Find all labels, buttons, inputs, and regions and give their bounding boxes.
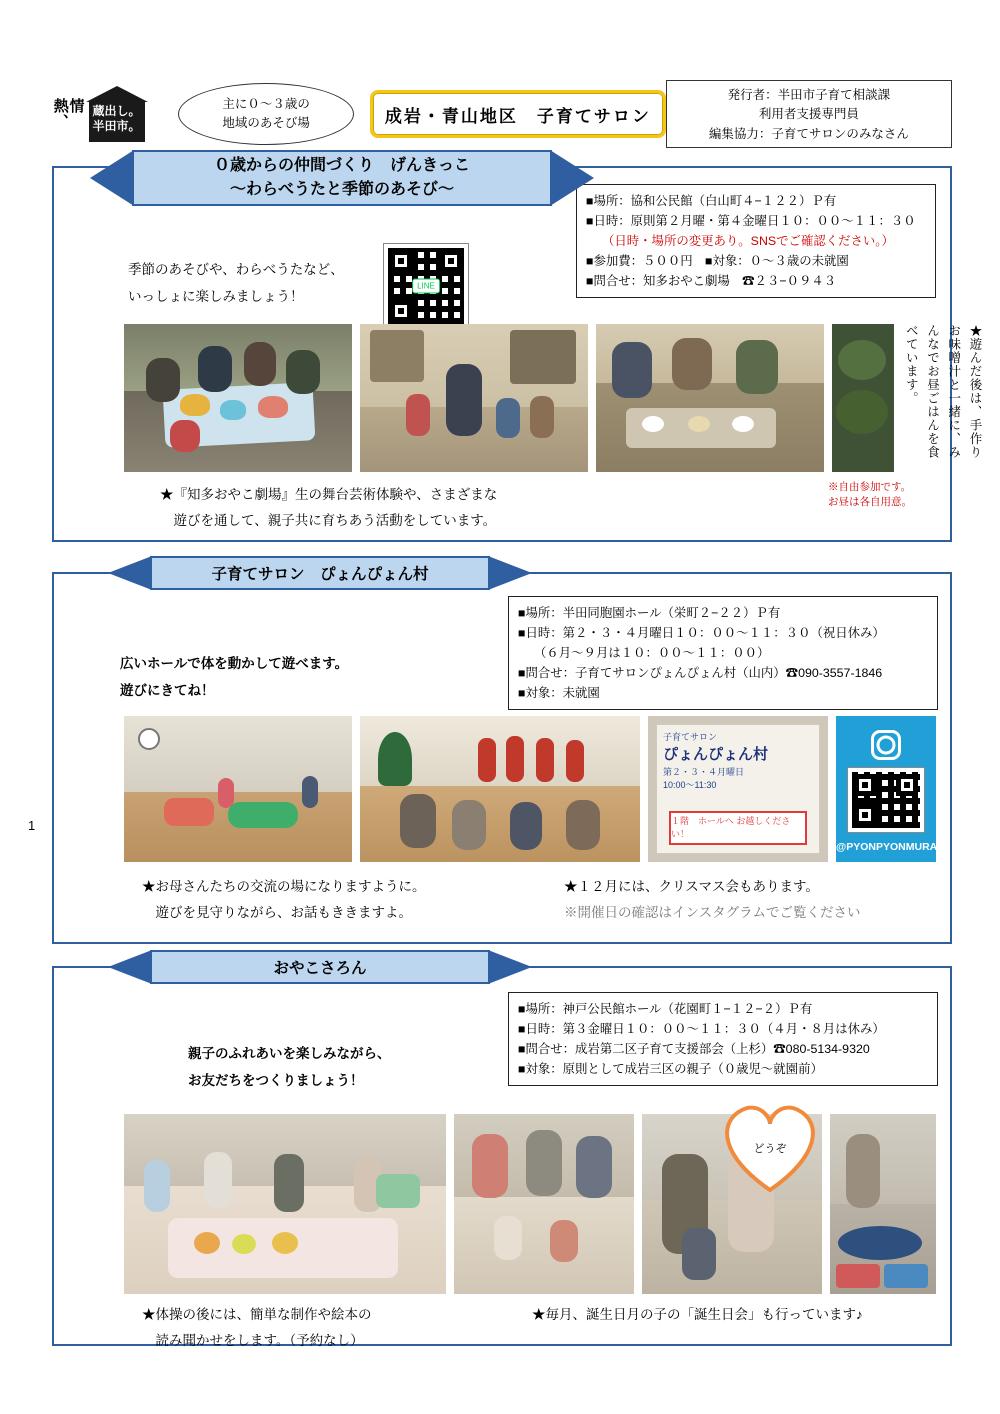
- page-number: 1: [28, 818, 36, 833]
- logo-vertical-line1: 情: [67, 98, 85, 114]
- section-2-info-box: [508, 596, 938, 710]
- section-1-info-line-4: ■参加費：５００円 ■対象：０〜３歳の未就園: [586, 254, 849, 269]
- section-3-lead-line-1: 親子のふれあいを楽しみながら、: [188, 1046, 391, 1061]
- section-1-info-line-1: ■場所：協和公民館（白山町４−１２２）Ｐ有: [586, 194, 837, 208]
- section-2-info-line-2: ■日時：第２・３・４月曜日１０：００〜１１：３０（祝日休み）: [518, 626, 885, 641]
- section-3-footer-note-right: ★毎月、誕生日月の子の「誕生日会」も行っています♪: [532, 1307, 863, 1322]
- logo-vertical-line2: 熱、: [51, 98, 69, 130]
- house-icon: [86, 86, 148, 142]
- section-oyako-salon: [52, 960, 952, 1348]
- sign-title-big: ぴょんぴょん村: [663, 746, 769, 764]
- logo-house-line1: 蔵出し。: [92, 104, 141, 118]
- photo-outdoor-play: [124, 324, 352, 472]
- page-title: 成岩・青山地区 子育てサロン: [370, 90, 666, 138]
- logo-vertical-text: [52, 98, 84, 130]
- instagram-handle: @PYONPYONMURA: [836, 841, 938, 853]
- section-3-info-line-4: ■対象：原則として成岩三区の親子（０歳児〜就園前）: [518, 1062, 823, 1077]
- page-header: [52, 78, 952, 150]
- section-2-info-line-1: ■場所：半田同胞園ホール（栄町２−２２）Ｐ有: [518, 606, 781, 620]
- publisher-line-1: 発行者：半田市子育て相談課: [727, 88, 891, 102]
- bubble-line-2: 地域のあそび場: [222, 116, 310, 130]
- section-2-lead: [120, 650, 348, 704]
- signboard-content: [656, 724, 820, 854]
- section-1-footer-note: [160, 482, 720, 533]
- section-pyonpyonmura: [52, 566, 952, 944]
- section-3-info-line-1: ■場所：神戸公民館ホール（花園町１−１２−２）Ｐ有: [518, 1002, 813, 1016]
- section-3-lead-line-2: お友だちをつくりましょう！: [188, 1073, 364, 1088]
- photo-craft-activity: [454, 1114, 634, 1294]
- publisher-line-2: 利用者支援専門員: [758, 107, 859, 122]
- section-2-footer-right-1: ★１２月には、クリスマス会もあります。: [564, 879, 819, 894]
- section-2-footer-right-2: ※開催日の確認はインスタグラムでご覧ください: [564, 904, 861, 920]
- section-1-info-line-2: ■日時：原則第２月曜・第４金曜日１０：００〜１１：３０: [586, 214, 916, 229]
- section-2-footer-line-2: 遊びを見守りながら、お話もききますよ。: [142, 904, 412, 920]
- section-1-lead: [128, 256, 344, 310]
- section-2-title-ribbon: 子育てサロン ぴょんぴょん村: [150, 556, 490, 590]
- photo-hall-activity: [360, 324, 588, 472]
- section-1-title-ribbon: [132, 150, 552, 206]
- publisher-line-3: 編集協力：子育てサロンのみなさん: [708, 126, 909, 141]
- section-1-info-box: [576, 184, 936, 298]
- section-3-info-line-3: ■問合せ：成岩第二区子育て支援部会（上杉）☎080-5134-9320: [518, 1042, 870, 1057]
- section-3-info-line-2: ■日時：第３金曜日１０：００〜１１：３０（４月・８月は休み）: [518, 1022, 885, 1037]
- section-1-red-line-1: ※自由参加です。: [828, 481, 912, 493]
- sign-title-small: 子育てサロン: [663, 732, 718, 742]
- sign-sub-2: 10:00〜11:30: [663, 779, 717, 790]
- photo-trampoline: [830, 1114, 936, 1294]
- section-3-footer-note-left: [142, 1302, 542, 1353]
- section-2-lead-line-1: 広いホールで体を動かして遊べます。: [120, 656, 349, 671]
- instagram-qr-code: [848, 768, 924, 832]
- sign-arrow-text: １階 ホールへ お越しください！: [669, 811, 807, 845]
- section-3-footer-line-2: 読み聞かせをします。（予約なし）: [142, 1332, 364, 1348]
- section-1-red-line-2: お昼は各自用意。: [828, 496, 912, 509]
- instagram-qr-block[interactable]: [836, 716, 936, 862]
- photo-signboard: [648, 716, 828, 862]
- section-2-footer-line-1: ★お母さんたちの交流の場になりますように。: [142, 879, 426, 894]
- section-1-footer-line-2: 遊びを通して、親子共に育ちあう活動をしています。: [160, 512, 497, 528]
- photo-lunch-time: [596, 324, 824, 472]
- city-logo: [52, 83, 170, 145]
- sign-sub-1: 第２・３・４月曜日: [663, 766, 745, 777]
- photo-plants: [832, 324, 894, 472]
- section-1-info-line-5: ■問合せ：知多おやこ劇場 ☎２３−０９４３: [586, 274, 837, 289]
- section-2-info-line-5: ■対象：未就園: [518, 686, 600, 701]
- section-1-title-line2: 〜わらべうたと季節のあそび〜: [229, 181, 454, 198]
- section-2-info-line-3: （６月〜９月は１０：００〜１１：００）: [534, 646, 770, 661]
- section-3-lead: [188, 1040, 391, 1094]
- logo-house-line2: 半田市。: [92, 119, 141, 133]
- section-genkikko: [52, 157, 982, 542]
- section-2-footer-note-right: [564, 874, 944, 925]
- section-2-lead-line-2: 遊びにきてね！: [120, 683, 215, 698]
- section-2-info-line-4: ■問合せ：子育てサロンぴょんぴょん村（山内）☎090-3557-1846: [518, 666, 883, 681]
- section-1-side-note-red: [828, 480, 938, 510]
- line-qr-code: [384, 244, 468, 328]
- heart-decoration: [714, 1096, 826, 1196]
- publisher-box: [666, 80, 952, 148]
- section-1-footer-line-1: ★『知多おやこ劇場』生の舞台芸術体験や、さまざまな: [160, 487, 498, 502]
- qr-label: LINE: [412, 279, 440, 294]
- photo-christmas-event: [360, 716, 640, 862]
- target-audience-bubble: [178, 83, 354, 145]
- photo-floor-play: [124, 1114, 446, 1294]
- instagram-icon: [871, 730, 901, 760]
- section-3-info-box: [508, 992, 938, 1086]
- section-1-lead-line-1: 季節のあそびや、わらべうたなど、: [128, 262, 344, 277]
- section-1-side-note: ★遊んだ後は、手作りお味噌汁と一緒に、みんなでお昼ごはんを食べています。: [904, 324, 982, 459]
- section-3-footer-line-1: ★体操の後には、簡単な制作や絵本の: [142, 1307, 372, 1322]
- heart-text: どうぞ: [753, 1143, 787, 1155]
- section-2-footer-note-left: [142, 874, 562, 925]
- section-1-lead-line-2: いっしょに楽しみましょう！: [128, 289, 304, 304]
- section-3-title-ribbon: おやこさろん: [150, 950, 490, 984]
- section-1-title-line1: ０歳からの仲間づくり げんきっこ: [213, 157, 470, 174]
- bubble-line-1: 主に０〜３歳の: [222, 97, 310, 112]
- photo-hall-wide: [124, 716, 352, 862]
- section-1-info-line-3: （日時・場所の変更あり。SNSでご確認ください。）: [602, 234, 894, 249]
